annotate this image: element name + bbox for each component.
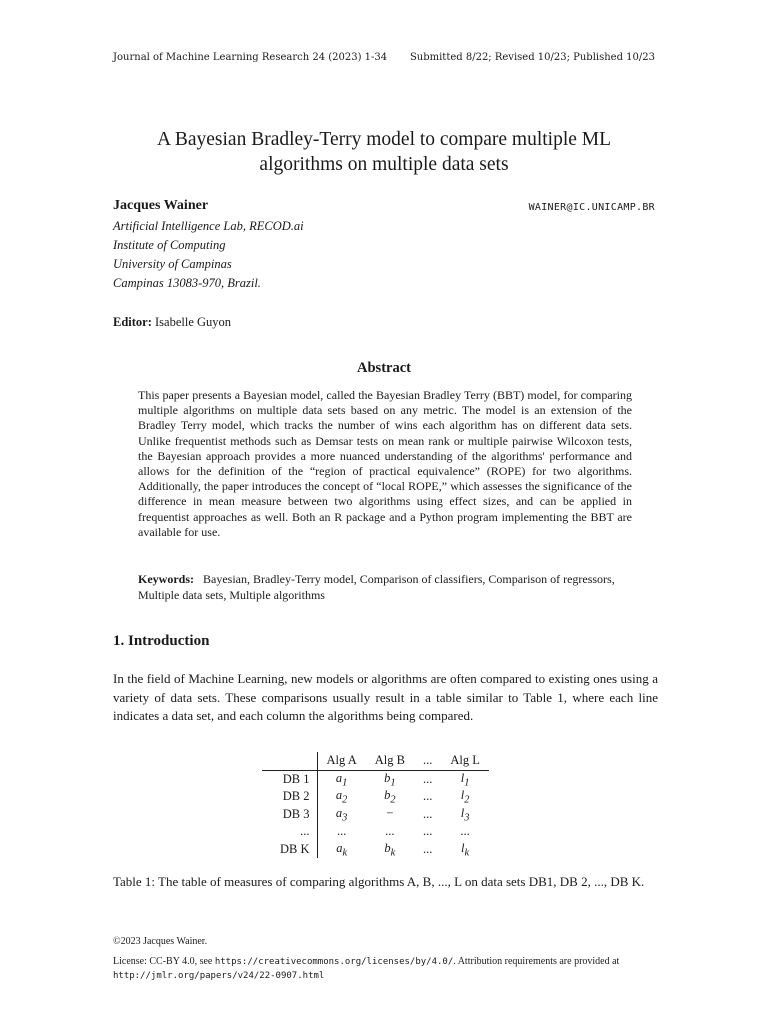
- table-cell: −: [386, 805, 394, 820]
- row-label: DB 1: [262, 770, 317, 788]
- author-affiliation: [113, 217, 304, 293]
- license-mid: . Attribution requirements are provided at: [453, 956, 620, 967]
- paper-link[interactable]: http://jmlr.org/papers/v24/22-0907.html: [113, 971, 325, 981]
- table-cell: $l_1$: [460, 770, 470, 788]
- keywords-text: Bayesian, Bradley-Terry model, Comparison of classifiers, Comparison of regressors, Multiple data sets, Multiple algorithms: [138, 572, 615, 602]
- license-prefix: License: CC-BY 4.0, see: [113, 956, 215, 967]
- table-cell: $l_k$: [461, 840, 470, 858]
- row-label: ...: [262, 823, 317, 841]
- editor-line: [113, 315, 231, 330]
- table-cell: ...: [422, 789, 433, 804]
- abstract-heading: Abstract: [357, 360, 411, 376]
- license-notice: [113, 955, 658, 983]
- table-row: [262, 823, 489, 841]
- license-link[interactable]: https://creativecommons.org/licenses/by/4.0/: [214, 957, 454, 967]
- section-heading: 1. Introduction: [113, 633, 210, 649]
- affiliation-line: Campinas 13083-970, Brazil.: [113, 276, 261, 290]
- editor-name: Isabelle Guyon: [155, 315, 232, 329]
- intro-paragraph: In the field of Machine Learning, new models or algorithms are often compared to existing ones using a variety of data sets. These comparisons usually result in a table similar to Table 1, where each line indicates a data set, and each column the algorithms being compared.: [113, 671, 658, 723]
- editor-label: Editor:: [113, 315, 152, 329]
- table-header-row: [262, 752, 489, 770]
- measures-table: [262, 752, 489, 858]
- table-cell: $a_3$: [335, 805, 348, 823]
- submission-dates: Submitted 8/22; Revised 10/23; Published 10/23: [409, 52, 655, 63]
- table-header-cell: [262, 752, 317, 770]
- row-label: DB K: [262, 841, 317, 859]
- table-cell: ...: [422, 841, 433, 856]
- table-cell: $l_3$: [460, 805, 470, 823]
- table-caption: Table 1: The table of measures of comparing algorithms A, B, ..., L on data sets DB1, DB 2, ..., DB K.: [113, 874, 645, 889]
- table-cell: $a_1$: [335, 770, 348, 788]
- table-row: [262, 770, 489, 788]
- abstract-text: This paper presents a Bayesian model, called the Bayesian Bradley Terry (BBT) model, for comparing multiple algorithms on multiple data sets based on any metric. The model is an extension of the Bradley Terry model, which tracks the number of wins each algorithm has on different data sets. Unlike frequentist methods such as Demsar tests on mean rank or multiple pairwise Wilcoxon tests, the Bayesian approach provides a more nuanced understanding of the algorithms' performance and allows for the definition of the “region of practical equivalence” (ROPE) for two algorithms. Additionally, the paper introduces the concept of “local ROPE,” which assesses the significance of the difference in mean measure between two algorithms using effect sizes, and can be applied in frequentist approaches as well. Both an R package and a Python program implementing the BBT are available for use.: [138, 388, 632, 539]
- table-cell: $l_2$: [460, 788, 470, 806]
- title-line-1: A Bayesian Bradley-Terry model to compare multiple ML: [156, 129, 612, 150]
- affiliation-line: Institute of Computing: [113, 238, 226, 252]
- table-cell: $b_k$: [384, 840, 396, 858]
- keywords-label: Keywords:: [138, 572, 194, 586]
- table-cell: ...: [422, 824, 433, 839]
- author-name: Jacques Wainer: [113, 198, 209, 213]
- table-header-cell: Alg B: [366, 752, 414, 770]
- table-row: [262, 806, 489, 824]
- affiliation-line: Artificial Intelligence Lab, RECOD.ai: [113, 219, 304, 233]
- table-header-cell: Alg A: [317, 752, 366, 770]
- copyright-notice: ©2023 Jacques Wainer.: [113, 936, 208, 947]
- table-cell: ...: [385, 824, 395, 839]
- table-cell: $b_2$: [384, 788, 396, 806]
- table-cell: ...: [422, 771, 433, 786]
- table-cell: $a_k$: [336, 840, 348, 858]
- table-cell: $b_1$: [384, 770, 396, 788]
- table-cell: ...: [460, 824, 470, 839]
- journal-header: Journal of Machine Learning Research 24 (2023) 1-34: [113, 52, 388, 63]
- paper-title: [0, 127, 768, 177]
- table-header-cell: ...: [414, 752, 441, 770]
- table-cell: ...: [336, 824, 347, 839]
- author-email[interactable]: WAINER@IC.UNICAMP.BR: [528, 202, 655, 213]
- row-label: DB 3: [262, 806, 317, 824]
- table-row: [262, 788, 489, 806]
- table-cell: $a_2$: [335, 788, 348, 806]
- row-label: DB 2: [262, 788, 317, 806]
- title-line-2: algorithms on multiple data sets: [259, 154, 509, 175]
- table-header-cell: Alg L: [441, 752, 489, 770]
- table-row: [262, 841, 489, 859]
- keywords: [138, 572, 632, 603]
- table-cell: ...: [422, 806, 433, 821]
- affiliation-line: University of Campinas: [113, 257, 232, 271]
